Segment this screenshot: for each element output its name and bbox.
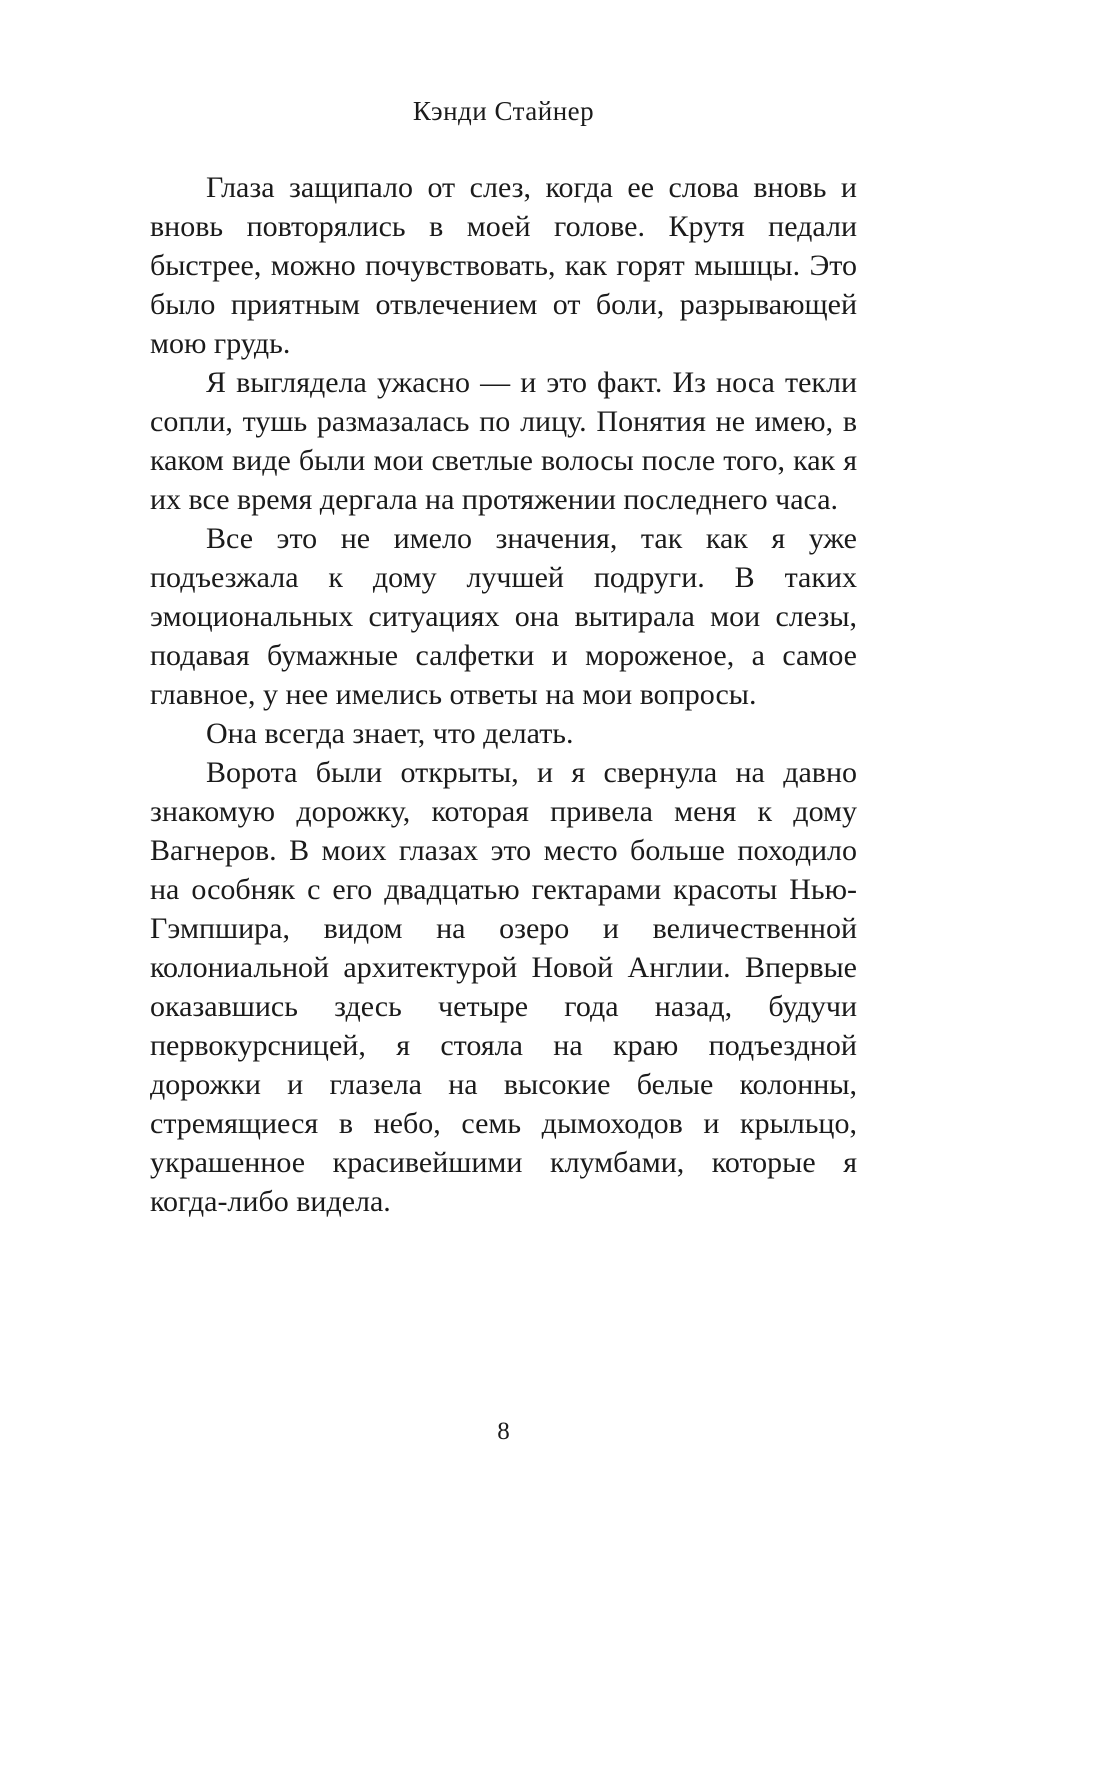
paragraph: Я выглядела ужасно — и это факт. Из носа текли сопли, тушь размазалась по лицу. Понятия не имею, в каком виде были мои светлые волосы после того, как я их все время дергала на протяжении последнего часа. <box>150 366 857 516</box>
paragraph: Ворота были открыты, и я свернула на давно знакомую дорожку, которая привела меня к дому Вагнеров. В моих глазах это место больше походило на особняк с его двадцатью гектарами красоты Нью-Гэмпшира, видом на озеро и величественной колониальной архитектурой Новой Англии. Впервые оказавшись здесь четыре года назад, будучи первокурсницей, я стояла на краю подъездной дорожки и глазела на высокие белые колонны, стремящиеся в небо, семь дымоходов и крыльцо, украшенное красивейшими клумбами, которые я когда-либо видела. <box>150 756 857 1218</box>
body-text <box>150 168 857 1221</box>
paragraph: Глаза защипало от слез, когда ее слова вновь и вновь повторялись в моей голове. Крутя педали быстрее, можно почувствовать, как горят мышцы. Это было приятным отвлечением от боли, разрывающей мою грудь. <box>150 171 857 360</box>
running-head: Кэнди Стайнер <box>412 96 595 126</box>
paragraph: Все это не имело значения, так как я уже подъезжала к дому лучшей подруги. В таких эмоциональных ситуациях она вытирала мои слезы, подавая бумажные салфетки и мороженое, а самое главное, у нее имелись ответы на мои вопросы. <box>150 522 857 711</box>
paragraph: Она всегда знает, что делать. <box>206 717 574 750</box>
page-number: 8 <box>497 1418 510 1445</box>
